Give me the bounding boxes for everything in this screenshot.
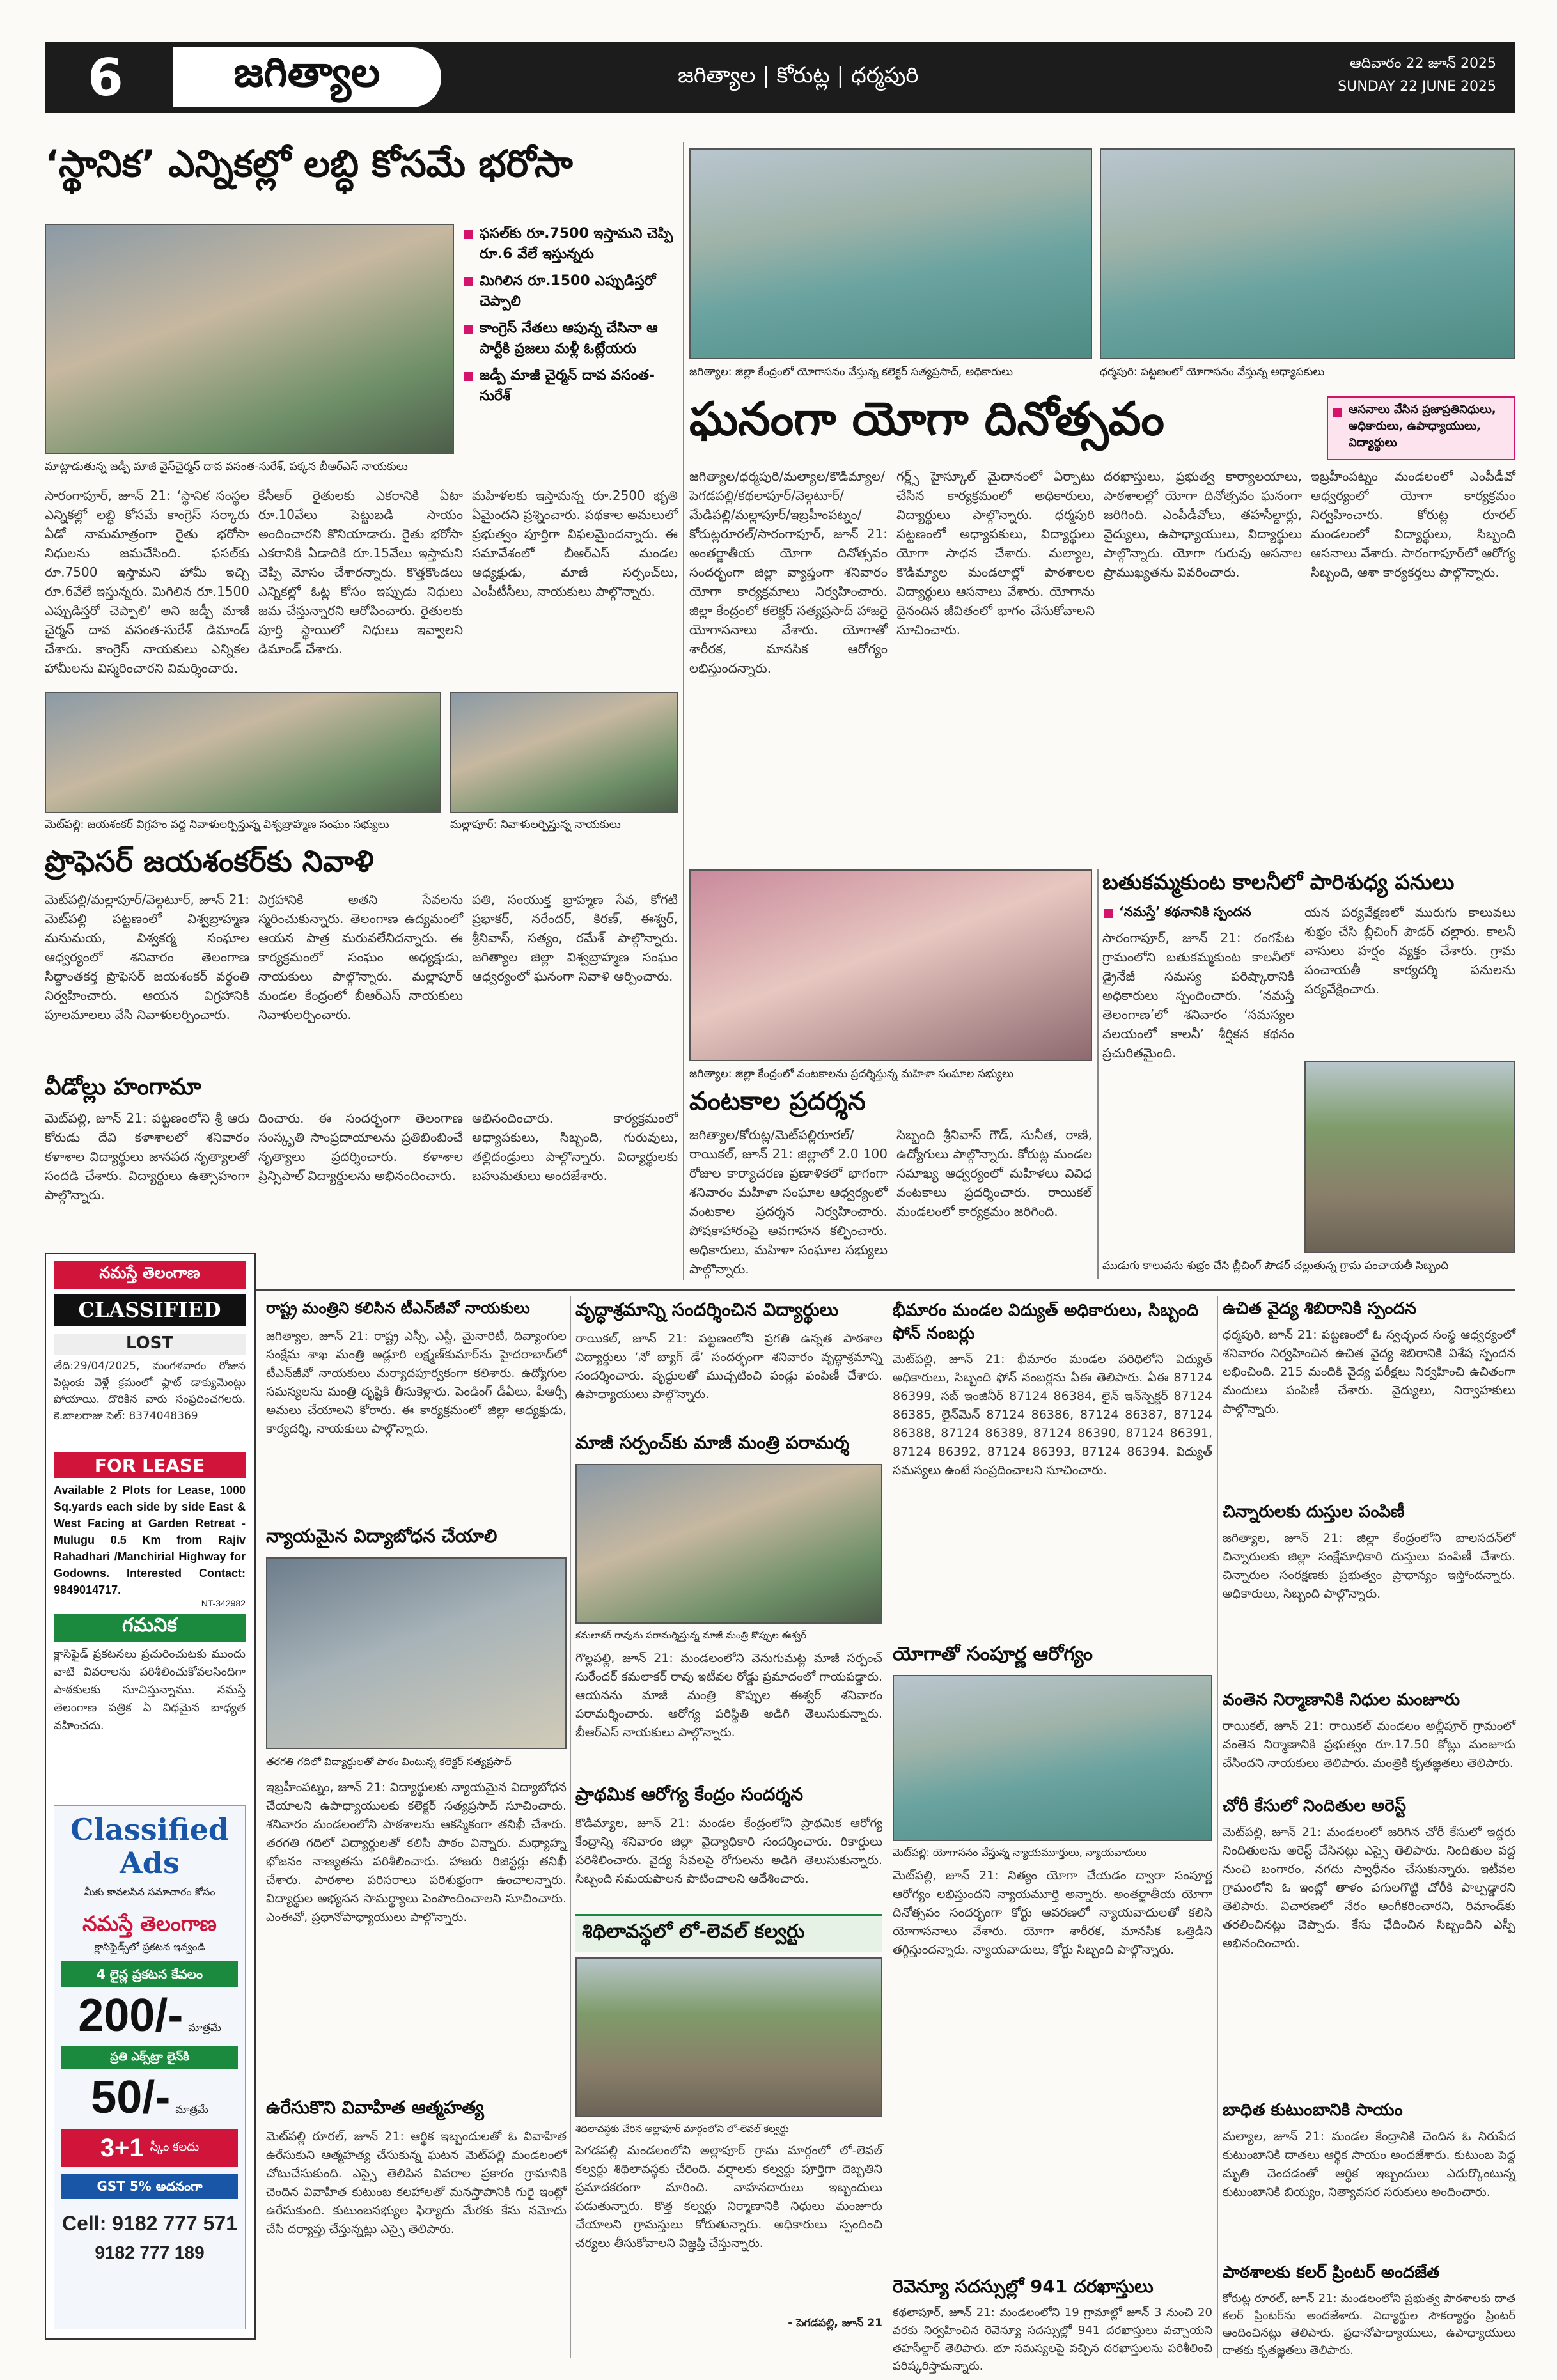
price-1-row: [61, 1989, 238, 2043]
col2-h1: రాష్ట్ర మంత్రిని కలిసిన టీఎన్‌జీవో నాయకులు: [266, 1299, 530, 1317]
col3-photo: [575, 1464, 882, 1624]
column-separator: [1217, 1296, 1218, 2358]
date-english: SUNDAY 22 JUNE 2025: [1338, 79, 1496, 95]
col3-h2: మాజీ సర్పంచ్‌కు మాజీ మంత్రి పరామర్శ: [575, 1432, 850, 1453]
vantakala-body-col2: సిబ్బంది శ్రీనివాస్ గౌడ్, సునీత, రాణి, ఉద్యోగులు పాల్గొన్నారు. కోరుట్ల మండల సమాఖ్య ఆధ్వర్యంలో మహిళలు వివిధ వంటకాలు ప్రదర్శించారు. రాయికల్ మండలంలో కార్యక్రమం జరిగింది.: [896, 1127, 1092, 1219]
story1-caption: మాట్లాడుతున్న జడ్పీ మాజీ వైస్‌చైర్మన్ దావ వసంత-సురేశ్, పక్కన బీఆర్‌ఎస్ నాయకులు: [45, 460, 408, 473]
vantakala-caption: జగిత్యాల: జిల్లా కేంద్రంలో వంటకాలను ప్రదర్శిస్తున్న మహిళా సంఘాల సభ్యులు: [689, 1068, 1013, 1080]
videos-headline: వీడోల్లు హంగామా: [45, 1074, 201, 1100]
col2-photo: [266, 1557, 567, 1749]
batukamma-headline: బతుకమ్మకుంట కాలనీలో పారిశుధ్య పనులు: [1102, 869, 1455, 894]
col3-h3: ప్రాథమిక ఆరోగ్య కేంద్రం సందర్శన: [575, 1784, 804, 1805]
price-2-row: [61, 2071, 238, 2125]
lost-text: తేది:29/04/2025, మంగళవారం రోజున పిట్లంకు వెళ్లే క్రమంలో ఫ్లాట్ డాక్యుమెంట్లు పోయాయి. దొరికిన వారు సంప్రదించగలరు. కె.బాలరాజు సెల్: 8374048369: [54, 1360, 246, 1422]
col5-h2: చిన్నారులకు దుస్తుల పంపిణీ: [1223, 1502, 1405, 1521]
col5-b1: ధర్మపురి, జూన్ 21: పట్టణంలో ఓ స్వచ్ఛంద సంస్థ ఆధ్వర్యంలో శనివారం నిర్వహించిన ఉచిత వైద్య శిబిరానికి విశేష స్పందన లభించింది. 215 మందికి వైద్య పరీక్షలు నిర్వహించి ఉచితంగా మందులు పంపిణీ చేశారు. వైద్యులు, నిర్వాహకులు పాల్గొన్నారు.: [1223, 1328, 1515, 1416]
gst: GST 5% అదనంగా: [61, 2174, 238, 2199]
offer-sub: స్కీం కలదు: [150, 2140, 200, 2154]
story1-headline: ‘స్థానిక’ ఎన్నికల్లో లబ్ధి కోసమే భరోసా: [45, 142, 573, 185]
yoga-photo-left: [689, 148, 1092, 359]
col5-b4: మెట్‌పల్లి, జూన్ 21: మండలంలో జరిగిన చోరీ కేసులో ఇద్దరు నిందితులను అరెస్ట్ చేసినట్లు ఎస్సై తెలిపారు. నిందితుల వద్ద నుంచి బంగారం, నగదు స్వాధీనం చేసుకున్నారు. ఇటీవల గ్రామంలోని ఓ ఇంట్లో తాళం పగులగొట్టి చోరీకి పాల్పడ్డారని తెలిపారు. విచారణలో నేరం అంగీకరించారని, రిమాండ్‌కు తరలించినట్లు చెప్పారు. కేసు ఛేదించిన సిబ్బందిని ఎస్పీ అభినందించారు.: [1223, 1825, 1515, 1950]
story1-body-col2: కేసీఆర్ రైతులకు ఎకరానికి ఏటా రూ.10వేలు పెట్టుబడి సాయం అందించారని కొనియాడారు. రైతు భరోసా ఎకరానికి ఏడాదికి రూ.15వేలు ఇస్తామని చెప్పి మోసం చేశారన్నారు. కొత్తకొండలు ఎన్నికల్లో ఓట్ల కోసం ఇప్పుడు నిధులు జమ చేస్తున్నారని ఆరోపించారు. రైతులకు పూర్తి స్థాయిలో నిధులు ఇవ్వాలని డిమాండ్ చేశారు.: [258, 488, 463, 657]
col4-b3: కథలాపూర్, జూన్ 21: మండలంలోని 19 గ్రామాల్లో జూన్ 3 నుంచి 20 వరకు నిర్వహించిన రెవెన్యూ సదస్సుల్లో 941 దరఖాస్తులు వచ్చాయని తహసీల్దార్ తెలిపారు. భూ సమస్యలపై వచ్చిన దరఖాస్తులను పరిశీలించి పరిష్కరిస్తామన్నారు.: [893, 2306, 1212, 2373]
yoga-body-col2: గర్ల్స్ హైస్కూల్ మైదానంలో ఏర్పాటు చేసిన కార్యక్రమంలో అధికారులు, విద్యార్థులు పాల్గొన్నారు. ధర్మపురి పట్టణంలో అధ్యాపకులు, విద్యార్థులు యోగా సాధన చేశారు. మల్యాల, కొడిమ్యాల మండలాల్లో పాఠశాలల విద్యార్థులు ఆసనాలు వేశారు. యోగాను దైనందిన జీవితంలో భాగం చేసుకోవాలని సూచించారు.: [896, 469, 1095, 637]
batukamma-photo: [1304, 1061, 1515, 1253]
col5-b2: జగిత్యాల, జూన్ 21: జిల్లా కేంద్రంలోని బాలసదన్‌లో చిన్నారులకు జిల్లా సంక్షేమాధికారి దుస్తులు పంపిణీ చేశారు. చిన్నారుల సంరక్షణకు ప్రభుత్వం ప్రాధాన్యం ఇస్తోందన్నారు. అధికారులు, సిబ్బంది పాల్గొన్నారు.: [1223, 1531, 1515, 1601]
offer: 3+1: [100, 2133, 144, 2162]
videos-body-col1: మెట్‌పల్లి, జూన్ 21: పట్టణంలోని శ్రీ ఆరు కోరుడు దేవి కళాశాలలో శనివారం కళాశాల విద్యార్థులు జానపద నృత్యాలతో సందడి చేశారు. విద్యార్థులు ఉత్సాహంగా పాల్గొన్నారు.: [45, 1110, 249, 1202]
videos-body-col3: అభినందించారు. కార్యక్రమంలో అధ్యాపకులు, సిబ్బంది, గురువులు, తల్లిదండ్రులు పాల్గొన్నారు. విద్యార్థులకు బహుమతులు అందజేశారు.: [472, 1110, 678, 1183]
offer-row: [61, 2129, 238, 2167]
col4-photo: [893, 1675, 1212, 1841]
col5-b5: మల్యాల, జూన్ 21: మండల కేంద్రానికి చెందిన ఓ నిరుపేద కుటుంబానికి దాతలు ఆర్థిక సాయం అందజేశారు. కుటుంబ పెద్ద మృతి చెందడంతో ఆర్థిక ఇబ్బందులు ఎదుర్కొంటున్న కుటుంబానికి బియ్యం, నిత్యావసర సరుకులు అందించారు.: [1223, 2129, 1515, 2199]
col3-b2: గొల్లపల్లి, జూన్ 21: మండలంలోని వెనుగుమట్ల మాజీ సర్పంచ్ సురేందర్ కమలాకర్ రావు ఇటీవల రోడ్డు ప్రమాదంలో గాయపడ్డారు. ఆయనను మాజీ మంత్రి కొప్పుల ఈశ్వర్ శనివారం పరామర్శించారు. ఆరోగ్య పరిస్థితి అడిగి తెలుసుకున్నారు. బీఆర్‌ఎస్ నాయకులు పాల్గొన్నారు.: [575, 1651, 882, 1739]
col2-b2: ఇబ్రహీంపట్నం, జూన్ 21: విద్యార్థులకు న్యాయమైన విద్యాబోధన చేయాలని ఉపాధ్యాయులకు కలెక్టర్ సత్యప్రసాద్ సూచించారు. శనివారం మండలంలోని పాఠశాలను ఆకస్మికంగా తనిఖీ చేశారు. తరగతి గదిలో విద్యార్థులతో కలిసి పాఠం విన్నారు. మధ్యాహ్న భోజనం నాణ్యతను పరిశీలించారు. హాజరు రిజిస్టర్లు తనిఖీ చేశారు. పాఠశాల పరిసరాలు పరిశుభ్రంగా ఉంచాలన్నారు. విద్యార్థుల అభ్యసన సామర్థ్యాలు పెంపొందించాలని సూచించారు. ఎంఈవో, ప్రధానోపాధ్యాయులు పాల్గొన్నారు.: [266, 1780, 567, 1924]
jayashankar-photo-right: [450, 692, 678, 813]
col3-cap2: కమలాకర్ రావును పరామర్శిస్తున్న మాజీ మంత్రి కొప్పుల ఈశ్వర్: [575, 1629, 807, 1641]
price-extra: ప్రతి ఎక్స్‌ట్రా లైన్‌కి: [61, 2046, 238, 2069]
col5-h1: ఉచిత వైద్య శిబిరానికి స్పందన: [1223, 1299, 1417, 1318]
notice-text: క్లాసిఫైడ్ ప్రకటనలు ప్రచురించుటకు ముందు వాటి వివరాలను పరిశీలించుకోవలసిందిగా పాఠకులకు సూచిస్తున్నాము. నమస్తే తెలంగాణ పత్రిక ఏ విధమైన బాధ్యత వహించదు.: [54, 1647, 246, 1732]
story1-body-col1: సారంగాపూర్, జూన్ 21: ‘స్థానిక సంస్థల ఎన్నికల్లో లబ్ధి కోసమే కాంగ్రెస్ సర్కారు ఏడో నామమాత్రంగా రైతు భరోసా నిధులను జమచేసింది. ఫసల్‌కు రూ.7500 ఇస్తామని హామీ ఇచ్చి రూ.6వేలే ఇస్తున్నరు. మిగిలిన రూ.1500 ఎప్పుడిస్తరో చెప్పాలి’ అని జడ్పీ మాజీ చైర్మన్ దావ వసంత-సురేశ్ డిమాండ్ చేశారు. కాంగ్రెస్ నాయకులు ఎన్నికల హామీలను విస్మరించారని విమర్శించారు.: [45, 488, 249, 676]
col2-b1: జగిత్యాల, జూన్ 21: రాష్ట్ర ఎస్సీ, ఎస్టీ, మైనారిటీ, దివ్యాంగుల సంక్షేమ శాఖ మంత్రి అడ్లూరి లక్ష్మణ్‌కుమార్‌ను హైదరాబాద్‌లో టీఎన్‌జీవో నాయకులు మర్యాదపూర్వకంగా కలిశారు. ఉద్యోగుల సమస్యలను మంత్రి దృష్టికి తీసుకెళ్లారు. పెండింగ్ డీఏలు, పీఆర్సీ అమలు చేయాలని కోరారు. ఈ కార్యక్రమంలో జిల్లా అధ్యక్షుడు, కార్యదర్శి, నాయకులు పాల్గొన్నారు.: [266, 1329, 567, 1436]
price-1: 200/-: [78, 1990, 184, 2041]
col3-b1: రాయికల్, జూన్ 21: పట్టణంలోని ప్రగతి ఉన్నత పాఠశాల విద్యార్థులు ‘నో బ్యాగ్ డే’ సందర్భంగా శనివారం వృద్ధాశ్రమాన్ని సందర్శించారు. వృద్ధులతో ముచ్చటించి పండ్లు పంపిణీ చేశారు. ఉపాధ్యాయులు పాల్గొన్నారు.: [575, 1332, 882, 1401]
bullet: ఫసల్‌కు రూ.7500 ఇస్తామని చెప్పి రూ.6 వేలే ఇస్తున్నరు: [463, 224, 678, 265]
jayashankar-photo-left: [45, 692, 441, 813]
ads-brand-sub: క్లాసిఫైడ్స్‌లో ప్రకటన ఇవ్వండి: [94, 1941, 205, 1953]
story1-bullets: [463, 224, 678, 413]
ads-sub: మీకు కావలసిన సమాచారం కోసం: [84, 1886, 215, 1898]
section-divider: [45, 1289, 1515, 1291]
yoga-body-col3: దరఖాస్తులు, ప్రభుత్వ కార్యాలయాలు, పాఠశాలల్లో యోగా దినోత్సవం ఘనంగా జరిగింది. ఎంపీడీవోలు, తహసీల్దార్లు, వైద్యులు, ఉపాధ్యాయులు, విద్యార్థులు పాల్గొన్నారు. యోగా గురువు ఆసనాల ప్రాముఖ్యతను వివరించారు.: [1104, 469, 1302, 580]
videos-body-col2: దించారు. ఈ సందర్భంగా తెలంగాణ సంస్కృతి సాంప్రదాయాలను ప్రతిబింబించే నృత్యాలు ప్రదర్శించారు. కళాశాల ప్రిన్సిపాల్ విద్యార్థులను అభినందించారు.: [258, 1110, 463, 1183]
column-separator: [683, 142, 684, 1280]
bullet: కాంగ్రెస్ నేతలు ఆపున్న చేసినా ఆ పార్టీకి ప్రజలు మళ్లీ ఓట్లేయరు: [463, 318, 678, 359]
ads-brand: నమస్తే తెలంగాణ: [82, 1911, 217, 1936]
classified-logo: నమస్తే తెలంగాణ: [54, 1261, 246, 1289]
col5-h6: పాఠశాలకు కలర్ ప్రింటర్ అందజేత: [1223, 2263, 1440, 2282]
date-telugu: ఆదివారం 22 జూన్ 2025: [1350, 56, 1496, 72]
bullet: జడ్పీ మాజీ చైర్మన్ దావ వసంత-సురేశ్: [463, 366, 678, 407]
lease-title: FOR LEASE: [54, 1452, 246, 1478]
vantakala-headline: వంటకాల ప్రదర్శన: [689, 1087, 866, 1116]
batukamma-body-col2: యన పర్యవేక్షణలో మురుగు కాలువలు శుభ్రం చేసి బ్లీచింగ్ పౌడర్ చల్లారు. కాలనీ వాసులు హర్షం వ్యక్తం చేశారు. గ్రామ పంచాయతీ కార్యదర్శి పనులను పర్యవేక్షించారు.: [1304, 905, 1515, 997]
page-number: 6: [45, 42, 166, 113]
col4-b1: మెట్‌పల్లి, జూన్ 21: భీమారం మండల పరిధిలోని విద్యుత్ అధికారులు, సిబ్బంది ఫోన్ నంబర్లను ఏఈ తెలిపారు. ఏఈ 87124 86399, సబ్ ఇంజినీర్ 87124 86384, లైన్ ఇన్‌స్పెక్టర్ 87124 86385, లైన్‌మెన్ 87124 86386, 87124 86387, 87124 86388, 87124 86389, 87124 86390, 87124 86391, 87124 86392, 87124 86393, 87124 86394. విద్యుత్ సమస్యలు ఉంటే సంప్రదించాలని సూచించారు.: [893, 1352, 1212, 1477]
batukamma-caption: ముడుగు కాలువను శుభ్రం చేసి బ్లీచింగ్ పౌడర్ చల్లుతున్న గ్రామ పంచాయతీ సిబ్బంది: [1102, 1259, 1449, 1272]
section-title: జగిత్యాల: [173, 47, 441, 107]
col4-h2: యోగాతో సంపూర్ణ ఆరోగ్యం: [893, 1643, 1093, 1665]
col3-cap4: శిథిలావస్థకు చేరిన అల్లాపూర్ మార్గంలోని లో-లెవల్ కల్వర్టు: [575, 2123, 789, 2135]
bullet: మిగిలిన రూ.1500 ఎప్పుడిస్తరో చెప్పాలి: [463, 271, 678, 312]
price-2-suffix: మాత్రమే: [175, 2103, 208, 2115]
story1-body-col3: మహిళలకు ఇస్తామన్న రూ.2500 భృతి ఏమైందని ప్రశ్నించారు. పథకాల అమలులో ప్రభుత్వం పూర్తిగా విఫలమైందన్నారు. ఈ సమావేశంలో బీఆర్‌ఎస్ మండల అధ్యక్షుడు, మాజీ సర్పంచ్‌లు, ఎంపీటీసీలు, నాయకులు పాల్గొన్నారు.: [472, 488, 678, 599]
bullet: ఆసనాలు వేసిన ప్రజాప్రతినిధులు, అధికారులు, ఉపాధ్యాయులు, విద్యార్థులు: [1332, 401, 1510, 451]
col4-h3: రెవెన్యూ సదస్సుల్లో 941 దరఖాస్తులు: [893, 2276, 1154, 2297]
jayashankar-caption-right: మల్లాపూర్: నివాళులర్పిస్తున్న నాయకులు: [450, 818, 621, 831]
yoga-caption-left: జగిత్యాల: జిల్లా కేంద్రంలో యోగాసనం వేస్తున్న కలెక్టర్ సత్యప్రసాద్, అధికారులు: [689, 366, 1013, 378]
lost-title: LOST: [54, 1334, 246, 1355]
col5-b3: రాయికల్, జూన్ 21: రాయికల్ మండలం అల్లీపూర్ గ్రామంలో వంతెన నిర్మాణానికి ప్రభుత్వం రూ.17.50 కోట్లు మంజూరు చేసిందని నాయకులు తెలిపారు. మంత్రికి కృతజ్ఞతలు తెలిపారు.: [1223, 1719, 1515, 1770]
col3-byline: - పెగడపల్లి, జూన్ 21: [788, 2317, 882, 2329]
col4-h1: భీమారం మండల విద్యుత్ అధికారులు, సిబ్బంది ఫోన్ నంబర్లు: [893, 1301, 1199, 1343]
col3-h4: శిథిలావస్థలో లో-లెవల్ కల్వర్టు: [582, 1920, 805, 1943]
bullet: ‘నమస్తే’ కథనానికి స్పందన: [1102, 903, 1294, 921]
col5-h3: వంతెన నిర్మాణానికి నిధుల మంజూరు: [1223, 1690, 1460, 1709]
jayashankar-body-col2: విగ్రహానికి అతని సేవలను స్మరించుకున్నారు. తెలంగాణ ఉద్యమంలో ఆయన పాత్ర మరువలేనిదన్నారు. ఈ కార్యక్రమంలో సంఘం అధ్యక్షుడు, నాయకులు పాల్గొన్నారు. మల్లాపూర్ మండల కేంద్రంలో బీఆర్‌ఎస్ నాయకులు నివాళులర్పించారు.: [258, 892, 463, 1022]
yoga-bullets-box: [1327, 396, 1515, 460]
yoga-headline: ఘనంగా యోగా దినోత్సవం: [689, 392, 1165, 446]
col4-cap2: మెట్‌పల్లి: యోగాసనం వేస్తున్న న్యాయమూర్తులు, న్యాయవాదులు: [893, 1846, 1146, 1858]
batukamma-body-col1: సారంగాపూర్, జూన్ 21: రంగపేట గ్రామంలోని బతుకమ్మకుంట కాలనీలో డ్రైనేజీ సమస్య పరిష్కారానికి అధికారులు స్పందించారు. ‘నమస్తే తెలంగాణ’లో శనివారం ‘సమస్యల వలయంలో కాలనీ’ శీర్షికన కథనం ప్రచురితమైంది.: [1102, 930, 1294, 1061]
col5-h5: బాధిత కుటుంబానికి సాయం: [1223, 2101, 1403, 2120]
jayashankar-caption-left: మెట్‌పల్లి: జయశంకర్ విగ్రహం వద్ద నివాళులర్పిస్తున్న విశ్వబ్రాహ్మణ సంఘం సభ్యులు: [45, 818, 389, 831]
yoga-bullets: [1328, 398, 1514, 462]
yoga-body-col4: ఇబ్రహీంపట్నం మండలంలో ఎంపీడీవో ఆధ్వర్యంలో యోగా కార్యక్రమం నిర్వహించారు. కోరుట్ల రూరల్ మండలంలో విద్యార్థులు, సిబ్బంది ఆసనాలు వేశారు. సారంగాపూర్‌లో ఆరోగ్య సిబ్బంది, ఆశా కార్యకర్తలు పాల్గొన్నారు.: [1311, 469, 1515, 580]
col2-h2: న్యాయమైన విద్యాబోధన చేయాలి: [266, 1525, 497, 1546]
column-separator: [570, 1296, 571, 2358]
lease-text: Available 2 Plots for Lease, 1000 Sq.yards each side by side East & West Facing at Garden Retreat - Mulugu 0.5 Km from Rajiv Rahadhari /Manchirial Highway for Godowns. Interested Contact: 9849014717.: [54, 1484, 246, 1596]
lease-ref: NT-342982: [201, 1598, 246, 1608]
classified-badge: CLASSIFIED: [54, 1294, 246, 1326]
col2-h3: ఉరేసుకొని వివాహిత ఆత్మహత్య: [266, 2097, 484, 2118]
col5-b6: కోరుట్ల రూరల్, జూన్ 21: మండలంలోని ప్రభుత్వ పాఠశాలకు దాత కలర్ ప్రింటర్‌ను అందజేశారు. విద్యార్థుల సౌకర్యార్థం ప్రింటర్ అందించినట్లు తెలిపారు. ప్రధానోపాధ్యాయులు, ఉపాధ్యాయులు దాతకు కృతజ్ఞతలు తెలిపారు.: [1223, 2292, 1515, 2357]
jayashankar-body-col1: మెట్‌పల్లి/మల్లాపూర్/వెల్గటూర్, జూన్ 21: మెట్‌పల్లి పట్టణంలో విశ్వబ్రాహ్మణ మనుమయ, విశ్వకర్మ సంఘాల ఆధ్వర్యంలో శనివారం తెలంగాణ సిద్ధాంతకర్త ప్రొఫెసర్ జయశంకర్ వర్ధంతి నిర్వహించారు. ఆయన విగ్రహానికి పూలమాలలు వేసి నివాళులర్పించారు.: [45, 892, 249, 1022]
price-1-suffix: మాత్రమే: [188, 2021, 221, 2034]
price-lines: 4 లైన్ల ప్రకటన కేవలం: [61, 1961, 238, 1987]
vantakala-body-col1: జగిత్యాల/కోరుట్ల/మెట్‌పల్లిరూరల్/రాయికల్, జూన్ 21: జిల్లాలో 2.0 100 రోజుల కార్యాచరణ ప్రణాళికలో భాగంగా శనివారం మహిళా సంఘాల ఆధ్వర్యంలో వంటకాల ప్రదర్శన నిర్వహించారు. పోషకాహారంపై అవగాహన కల్పించారు. అధికారులు, మహిళా సంఘాల సభ్యులు పాల్గొన్నారు.: [689, 1127, 888, 1277]
batukamma-bullets: [1102, 903, 1294, 927]
cell-2: 9182 777 189: [95, 2243, 205, 2262]
price-2: 50/-: [91, 2072, 171, 2123]
col4-b2: మెట్‌పల్లి, జూన్ 21: నిత్యం యోగా చేయడం ద్వారా సంపూర్ణ ఆరోగ్యం లభిస్తుందని న్యాయమూర్తి అన్నారు. అంతర్జాతీయ యోగా దినోత్సవం సందర్భంగా కోర్టు ఆవరణలో న్యాయవాదులతో కలిసి యోగాసనాలు వేశారు. యోగా శారీరక, మానసిక ఒత్తిడిని తగ్గిస్తుందన్నారు. న్యాయవాదులు, కోర్టు సిబ్బంది పాల్గొన్నారు.: [893, 1869, 1212, 1957]
col3-culvert-photo: [575, 1957, 882, 2117]
col3-b4: పెగడపల్లి మండలంలోని అల్లాపూర్ గ్రామ మార్గంలో లో-లెవల్ కల్వర్టు శిథిలావస్థకు చేరింది. వర్షాలకు కల్వర్టు పూర్తిగా దెబ్బతిని ప్రమాదకరంగా మారింది. వాహనదారులు ఇబ్బందులు పడుతున్నారు. కొత్త కల్వర్టు నిర్మాణానికి నిధులు మంజూరు చేయాలని గ్రామస్తులు కోరుతున్నారు. అధికారులు స్పందించి చర్యలు తీసుకోవాలని విజ్ఞప్తి చేస్తున్నారు.: [575, 2143, 882, 2250]
yoga-body-col1: జగిత్యాల/ధర్మపురి/మల్యాల/కొడిమ్యాల/పెగడపల్లి/కథలాపూర్/వెల్గటూర్/మేడిపల్లి/మల్లాపూర్/ఇబ్రహీంపట్నం/కోరుట్లరూరల్/సారంగాపూర్, జూన్ 21: అంతర్జాతీయ యోగా దినోత్సవం సందర్భంగా జిల్లా వ్యాప్తంగా శనివారం యోగా కార్యక్రమాలు నిర్వహించారు. జిల్లా కేంద్రంలో కలెక్టర్ సత్యప్రసాద్ హాజరై యోగాసనాలు వేశారు. యోగాతో శారీరక, మానసిక ఆరోగ్యం లభిస్తుందన్నారు.: [689, 469, 888, 676]
col3-h1: వృద్ధాశ్రమాన్ని సందర్శించిన విద్యార్థులు: [575, 1299, 839, 1320]
story1-photo: [45, 224, 454, 454]
cell-1: Cell: 9182 777 571: [62, 2212, 237, 2235]
vantakala-photo: [689, 869, 1092, 1061]
yoga-caption-right: ధర్మపురి: పట్టణంలో యోగాసనం వేస్తున్న అధ్యాపకులు: [1100, 366, 1325, 378]
section-towns: జగిత్యాల | కోరుట్ల | ధర్మపురి: [678, 63, 919, 88]
ads-title: Classified Ads: [70, 1812, 230, 1880]
col3-b3: కొడిమ్యాల, జూన్ 21: మండల కేంద్రంలోని ప్రాథమిక ఆరోగ్య కేంద్రాన్ని శనివారం జిల్లా వైద్యాధికారి సందర్శించారు. రికార్డులు పరిశీలించారు. వైద్య సేవలపై రోగులను అడిగి తెలుసుకున్నారు. సిబ్బంది సమయపాలన పాటించాలని ఆదేశించారు.: [575, 1816, 882, 1886]
notice-title: గమనిక: [54, 1614, 246, 1642]
jayashankar-headline: ప్రొఫెసర్ జయశంకర్‌కు నివాళి: [45, 844, 374, 878]
column-separator: [1097, 869, 1099, 1279]
yoga-photo-right: [1100, 148, 1515, 359]
masthead-date: [1253, 52, 1496, 98]
col5-h4: చోరీ కేసులో నిందితుల అరెస్ట్: [1223, 1796, 1407, 1816]
col2-cap2: తరగతి గదిలో విద్యార్థులతో పాఠం వింటున్న కలెక్టర్ సత్యప్రసాద్: [266, 1755, 512, 1768]
col2-b3: మెట్‌పల్లి రూరల్, జూన్ 21: ఆర్థిక ఇబ్బందులతో ఓ వివాహిత ఉరేసుకుని ఆత్మహత్య చేసుకున్న ఘటన మెట్‌పల్లి మండలంలో చోటుచేసుకుంది. ఎస్సై తెలిపిన వివరాల ప్రకారం గ్రామానికి చెందిన వివాహిత కుటుంబ కలహాలతో మనస్తాపానికి గురై ఇంట్లో ఉరేసుకుంది. కుటుంబసభ్యుల ఫిర్యాదు మేరకు కేసు నమోదు చేసి దర్యాప్తు చేస్తున్నట్లు ఎస్సై తెలిపారు.: [266, 2129, 567, 2236]
jayashankar-body-col3: పతి, సంయుక్త బ్రాహ్మణ సేవ, కోగటి ప్రభాకర్, నరేందర్, కిరణ్, ఈశ్వర్, శ్రీనివాస్, సత్యం, రమేశ్ పాల్గొన్నారు. జగిత్యాల జిల్లా విశ్వబ్రాహ్మణ సంఘం ఆధ్వర్యంలో ఘనంగా నివాళి అర్పించారు.: [472, 892, 678, 984]
